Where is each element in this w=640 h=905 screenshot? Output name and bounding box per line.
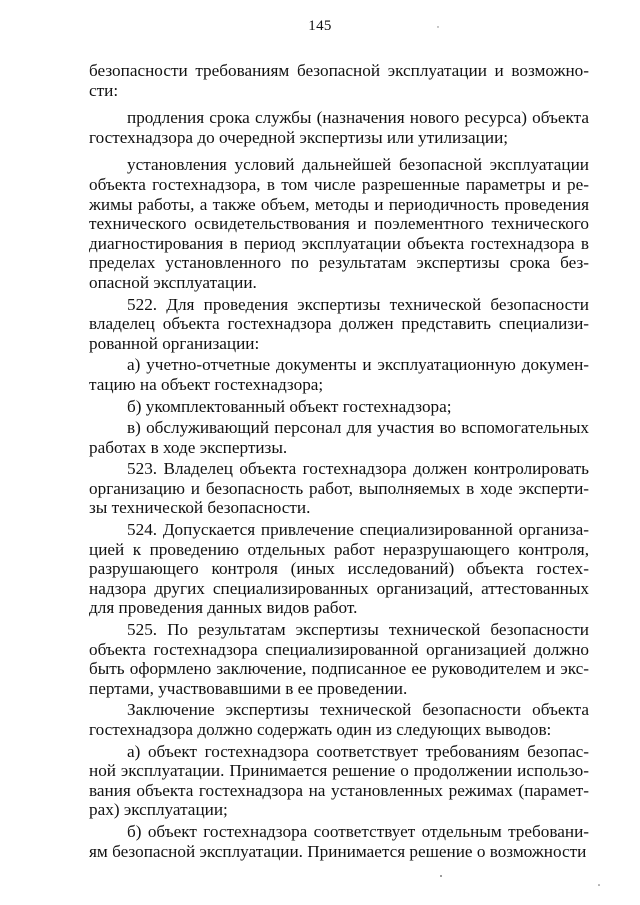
list-item-v: в) обслуживающий персонал для участия во вспомогательных работах в ходе экспертизы. bbox=[89, 418, 589, 457]
paragraph-prolongation: продления срока службы (назначения нового ресурса) объекта гостехнадзора до очередной экспертизы или утилизации; bbox=[89, 108, 589, 147]
paragraph-524: 524. Допускается привлечение специализированной организа-цией к проведению отдельных работ неразрушающего контроля, разрушающего контроля (иных исследований) объекта гостех-надзора других специализированных организаций, аттестованных для проведения данных видов работ. bbox=[89, 520, 589, 618]
list-item-b: б) укомплектованный объект гостехнадзора; bbox=[127, 396, 452, 416]
paragraph-525: 525. По результатам экспертизы технической безопасности объекта гостехнадзора специализированной организацией должно быть оформлено заключение, подписанное ее руководителем и экс-пертами, участвовавшими в ее проведении. bbox=[89, 620, 589, 698]
paragraph-523: 523. Владелец объекта гостехнадзора должен контролировать организацию и безопасность работ, выполняемых в ходе эксперти-зы технической безопасности. bbox=[89, 459, 589, 518]
list-item-a: а) учетно-отчетные документы и эксплуатационную докумен-тацию на объект гостехнадзора; bbox=[89, 355, 589, 394]
paragraph-conclusion: Заключение экспертизы технической безопасности объекта гостехнадзора должно содержать один из следующих выводов: bbox=[89, 700, 589, 739]
paragraph-522: 522. Для проведения экспертизы технической безопасности владелец объекта гостехнадзора должен представить специализи-рованной организации: bbox=[89, 294, 589, 353]
conclusion-option-a: а) объект гостехнадзора соответствует требованиям безопас-ной эксплуатации. Принимается решение о продолжении использо-вания объекта гостехнадзора на установленных режимах (парамет-рах) эксплуатации; bbox=[89, 741, 589, 820]
paragraph-continuation: безопасности требованиям безопасной эксплуатации и возможно-сти: bbox=[89, 61, 589, 100]
page-number: 145 bbox=[308, 18, 332, 34]
paragraph-conditions: установления условий дальнейшей безопасной эксплуатации объекта гостехнадзора, в том числе разрешенные параметры и ре-жимы работы, а также объем, методы и периодичность проведения технического освидетельствования и поэлементного технического диагностирования в период эксплуатации объекта гостехнадзора в пределах установленного по результатам экспертизы срока без-опасной эксплуатации. bbox=[89, 155, 589, 292]
conclusion-option-b: б) объект гостехнадзора соответствует отдельным требовани-ям безопасной эксплуатации. Принимается решение о возможности bbox=[89, 821, 589, 861]
